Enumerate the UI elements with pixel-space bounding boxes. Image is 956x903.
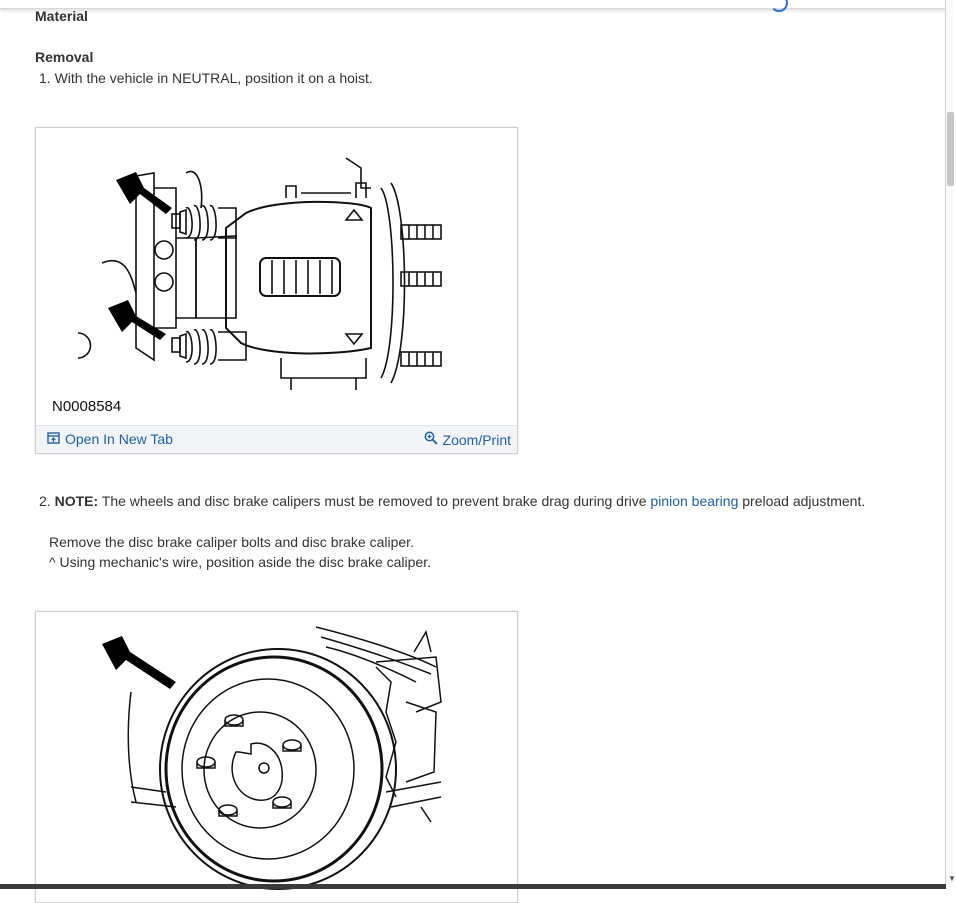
material-heading: Material (35, 8, 88, 24)
note-text-after: preload adjustment. (738, 493, 866, 509)
bottom-border (0, 884, 946, 889)
step-2-sub-instruction: ^ Using mechanic's wire, position aside the disc brake caliper. (49, 554, 431, 570)
note-text-before: The wheels and disc brake calipers must be removed to prevent brake drag during drive (98, 493, 651, 509)
zoom-print-button[interactable] (424, 431, 511, 448)
open-new-tab-label: Open In New Tab (65, 431, 173, 447)
rotor-illustration (36, 612, 517, 888)
step-2-number: 2. (39, 493, 51, 509)
loading-spinner-icon (770, 0, 788, 12)
step-1-text: 1. With the vehicle in NEUTRAL, position it on a hoist. (39, 70, 373, 86)
step-2-note (39, 493, 865, 509)
figure-toolbar (36, 425, 517, 453)
open-new-tab-button[interactable] (47, 431, 173, 447)
figure-id: N0008584 (52, 398, 122, 415)
removal-heading: Removal (35, 49, 94, 65)
pinion-bearing-link[interactable]: pinion bearing (650, 493, 739, 509)
zoom-icon (424, 431, 438, 448)
figure-caliper-bolts (35, 127, 518, 454)
step-2-instruction: Remove the disc brake caliper bolts and disc brake caliper. (49, 534, 414, 550)
caliper-illustration (36, 128, 517, 424)
open-new-tab-icon (47, 431, 60, 447)
scrollbar-thumb[interactable] (947, 112, 954, 186)
zoom-print-label: Zoom/Print (442, 431, 511, 448)
top-toolbar (0, 0, 946, 9)
scroll-down-icon[interactable]: ▼ (948, 874, 956, 883)
figure-brake-rotor (35, 611, 518, 903)
note-label: NOTE: (54, 493, 99, 509)
